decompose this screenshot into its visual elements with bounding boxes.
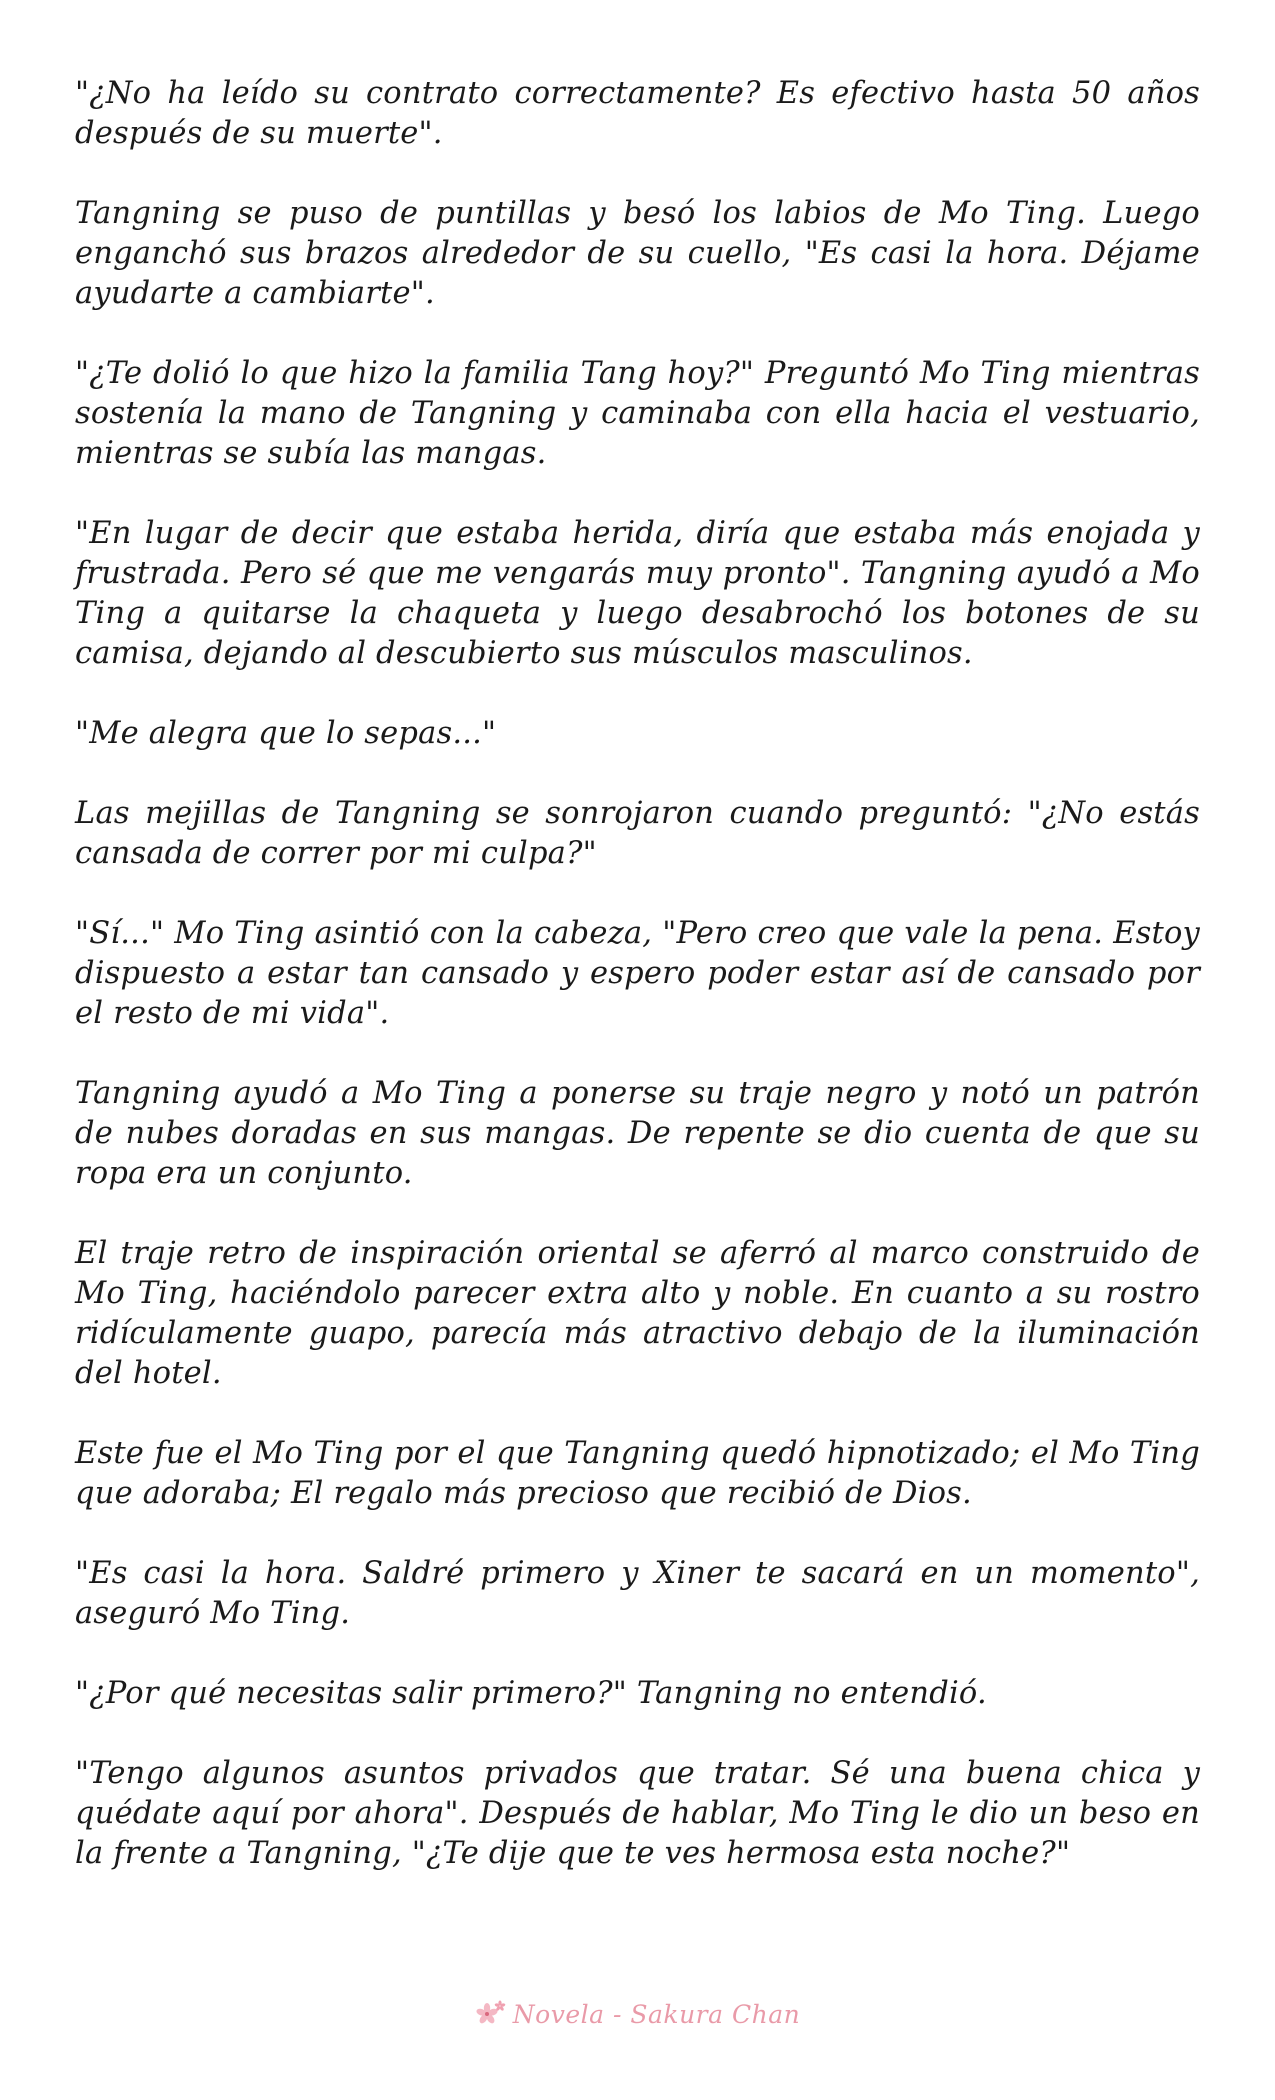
paragraph-11: "Es casi la hora. Saldré primero y Xiner te sacará en un momento", aseguró Mo Ting. <box>75 1556 1200 1631</box>
paragraph-13: "Tengo algunos asuntos privados que tratar. Sé una buena chica y quédate aquí por ahora". Después de hablar, Mo Ting le dio un beso en la frente a Tangning, "¿Te dije que te ves hermosa esta noche?" <box>75 1756 1200 1871</box>
paragraph-2: Tangning se puso de puntillas y besó los labios de Mo Ting. Luego enganchó sus brazos alrededor de su cuello, "Es casi la hora. Déjame ayudarte a cambiarte". <box>75 196 1200 311</box>
document-body <box>75 74 1200 1914</box>
paragraph-5: "Me alegra que lo sepas..." <box>75 716 497 751</box>
paragraph-10: Este fue el Mo Ting por el que Tangning quedó hipnotizado; el Mo Ting que adoraba; El regalo más precioso que recibió de Dios. <box>75 1436 1200 1511</box>
paragraph-12: "¿Por qué necesitas salir primero?" Tangning no entendió. <box>75 1676 987 1711</box>
footer-watermark <box>0 1992 1275 2036</box>
paragraph-7: "Sí..." Mo Ting asintió con la cabeza, "Pero creo que vale la pena. Estoy dispuesto a estar tan cansado y espero poder estar así de cansado por el resto de mi vida". <box>75 916 1200 1031</box>
sakura-flower-icon <box>475 1998 507 2030</box>
paragraph-9: El traje retro de inspiración oriental se aferró al marco construido de Mo Ting, haciéndolo parecer extra alto y noble. En cuanto a su rostro ridículamente guapo, parecía más atractivo debajo de la iluminación del hotel. <box>75 1236 1200 1391</box>
footer-watermark-text: Novela - Sakura Chan <box>512 1999 801 2029</box>
paragraph-6: Las mejillas de Tangning se sonrojaron cuando preguntó: "¿No estás cansada de correr por mi culpa?" <box>75 796 1200 871</box>
paragraph-8: Tangning ayudó a Mo Ting a ponerse su traje negro y notó un patrón de nubes doradas en sus mangas. De repente se dio cuenta de que su ropa era un conjunto. <box>75 1076 1200 1191</box>
paragraph-4: "En lugar de decir que estaba herida, diría que estaba más enojada y frustrada. Pero sé que me vengarás muy pronto". Tangning ayudó a Mo Ting a quitarse la chaqueta y luego desabrochó los botones de su camisa, dejando al descubierto sus músculos masculinos. <box>75 516 1200 671</box>
footer-watermark-group <box>475 1998 800 2030</box>
paragraph-3: "¿Te dolió lo que hizo la familia Tang hoy?" Preguntó Mo Ting mientras sostenía la mano de Tangning y caminaba con ella hacia el vestuario, mientras se subía las mangas. <box>75 356 1200 471</box>
paragraph-1: "¿No ha leído su contrato correctamente? Es efectivo hasta 50 años después de su muerte". <box>75 76 1200 151</box>
